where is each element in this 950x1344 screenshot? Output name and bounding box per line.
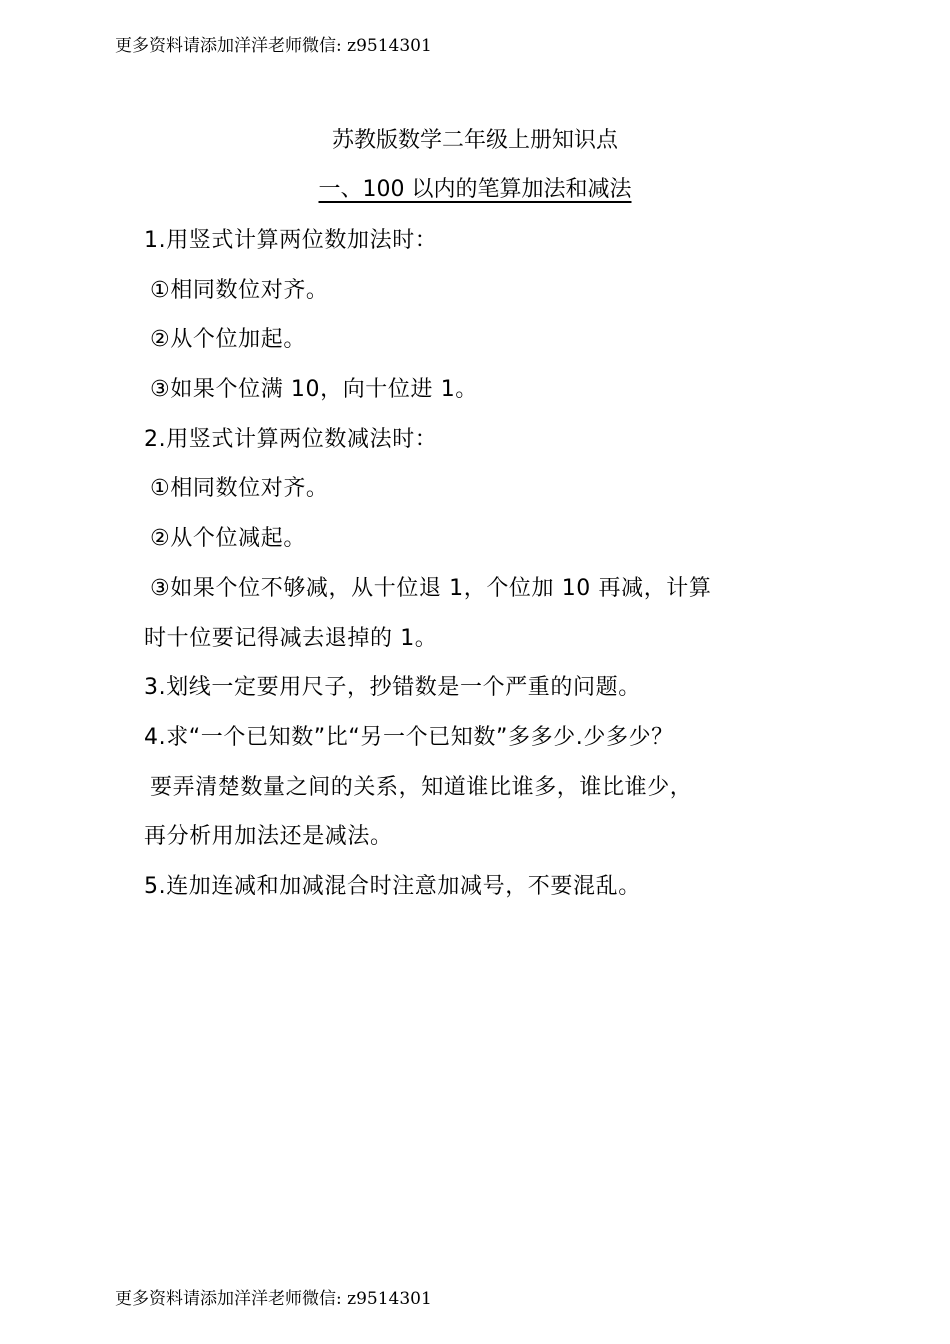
point-4-detail-continued: 再分析用加法还是减法。 xyxy=(144,824,393,850)
point-1-step-2: ②从个位加起。 xyxy=(150,327,306,353)
section-title-text: 一、100 以内的笔算加法和减法 xyxy=(318,177,632,202)
point-1-heading: 1.用竖式计算两位数加法时： xyxy=(144,228,438,253)
point-2-heading: 2.用竖式计算两位数减法时： xyxy=(144,426,438,452)
point-4-heading: 4.求“一个已知数”比“另一个已知数”多多少.少多少？ xyxy=(144,724,674,750)
document-body xyxy=(144,224,824,920)
point-1-step-1: ①相同数位对齐。 xyxy=(150,277,329,303)
point-2-step-1: ①相同数位对齐。 xyxy=(150,476,329,502)
point-2-step-3-continued: 时十位要记得减去退掉的 1。 xyxy=(144,625,438,651)
document-title: 苏教版数学二年级上册知识点 xyxy=(331,128,618,153)
point-1-step-3: ③如果个位满 10，向十位进 1。 xyxy=(150,377,478,403)
section-title xyxy=(0,175,950,205)
point-2-step-3: ③如果个位不够减，从十位退 1，个位加 10 再减，计算 xyxy=(150,575,712,601)
point-5: 5.连加连减和加减混合时注意加减号，不要混乱。 xyxy=(144,873,641,899)
point-3: 3.划线一定要用尺子，抄错数是一个严重的问题。 xyxy=(144,675,641,701)
point-2-step-2: ②从个位减起。 xyxy=(150,526,306,552)
header-note: 更多资料请添加洋洋老师微信: z9514301 xyxy=(115,36,432,56)
footer-note: 更多资料请添加洋洋老师微信: z9514301 xyxy=(115,1289,432,1309)
point-4-detail: 要弄清楚数量之间的关系，知道谁比谁多，谁比谁少， xyxy=(150,774,693,800)
